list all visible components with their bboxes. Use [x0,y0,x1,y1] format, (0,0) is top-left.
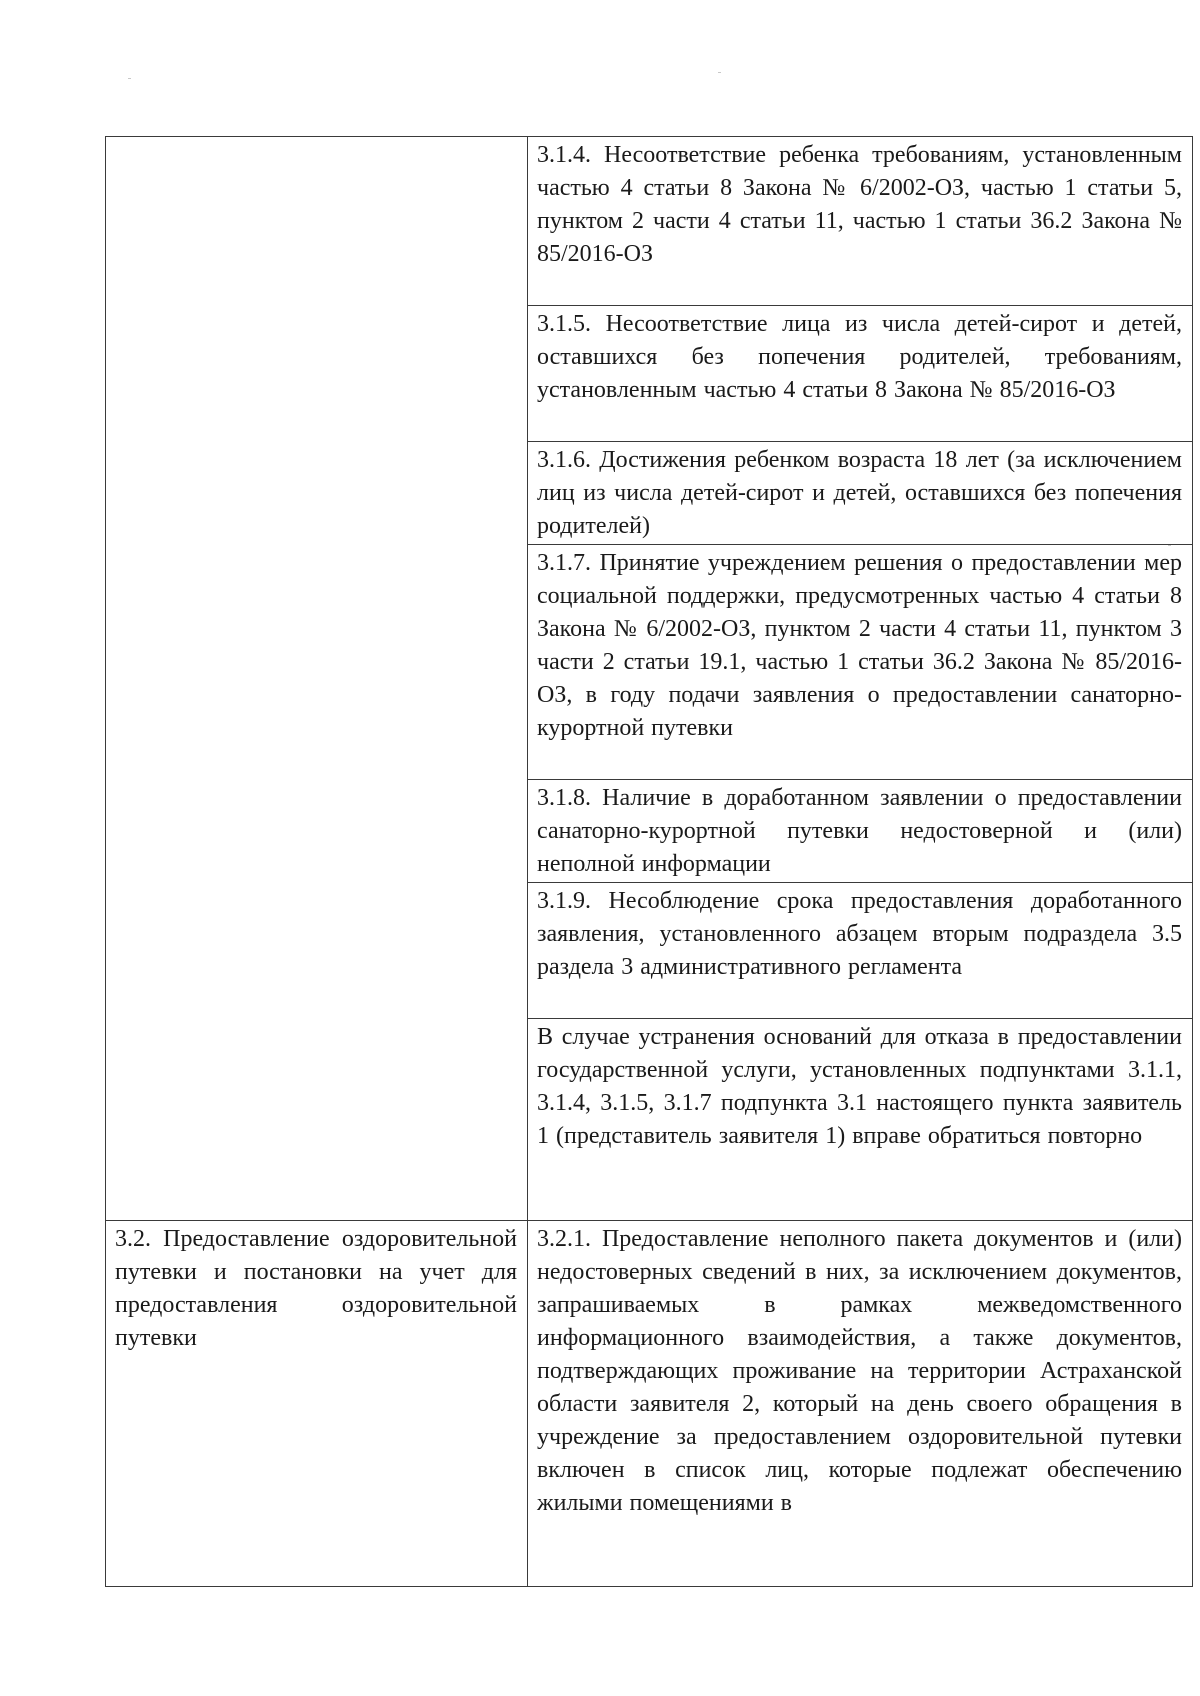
table-cell-right [528,442,1193,545]
cell-text: 3.1.8. Наличие в доработанном заявлении о предоставлении санаторно-курортной путевки недостоверной и (или) неполной информации [537,785,1182,877]
table-cell-right [528,1019,1193,1221]
table-cell-right [528,1221,1193,1587]
table-cell-right [528,306,1193,442]
scan-speck [718,72,721,73]
table-cell-left [106,1221,528,1587]
table-cell-right [528,545,1193,780]
cell-text: 3.1.5. Несоответствие лица из числа детей-сирот и детей, оставшихся без попечения родителей, требованиям, установленным частью 4 статьи 8 Закона № 85/2016-ОЗ [537,311,1182,403]
cell-text: 3.2.1. Предоставление неполного пакета документов и (или) недостоверных сведений в них, за исключением документов, запрашиваемых в рамках межведомственного информационного взаимодействия, а также документов, подтверждающих проживание на территории Астраханской области заявителя 2, который на день своего обращения в учреждение за предоставлением оздоровительной путевки включен в список лиц, которые подлежат обеспечению жилыми помещениями в [537,1226,1182,1516]
cell-text: 3.1.6. Достижения ребенком возраста 18 лет (за исключением лиц из числа детей-сирот и детей, оставшихся без попечения родителей) [537,447,1182,539]
cell-text: 3.2. Предоставление оздоровительной путевки и постановки на учет для предоставления оздоровительной путевки [115,1226,517,1351]
cell-text: 3.1.4. Несоответствие ребенка требованиям, установленным частью 4 статьи 8 Закона № 6/2002-ОЗ, частью 1 статьи 5, пунктом 2 части 4 статьи 11, частью 1 статьи 36.2 Закона № 85/2016-ОЗ [537,142,1182,267]
table-row [106,137,1193,306]
table-cell-right [528,883,1193,1019]
table-cell-right [528,137,1193,306]
table-row [106,1221,1193,1587]
cell-text: 3.1.7. Принятие учреждением решения о предоставлении мер социальной поддержки, предусмотренных частью 4 статьи 8 Закона № 6/2002-ОЗ, пунктом 2 части 4 статьи 11, пунктом 3 части 2 статьи 19.1, частью 1 статьи 36.2 Закона № 85/2016-ОЗ, в году подачи заявления о предоставлении санаторно-курортной путевки [537,550,1182,741]
scan-speck [128,78,131,79]
table-cell-right [528,780,1193,883]
cell-text: 3.1.9. Несоблюдение срока предоставления доработанного заявления, установленного абзацем вторым подраздела 3.5 раздела 3 административного регламента [537,888,1182,980]
cell-text: В случае устранения оснований для отказа в предоставлении государственной услуги, установленных подпунктами 3.1.1, 3.1.4, 3.1.5, 3.1.7 подпункта 3.1 настоящего пункта заявитель 1 (представитель заявителя 1) вправе обратиться повторно [537,1024,1182,1149]
grounds-table [105,136,1193,1587]
table-cell-left [106,137,528,1221]
